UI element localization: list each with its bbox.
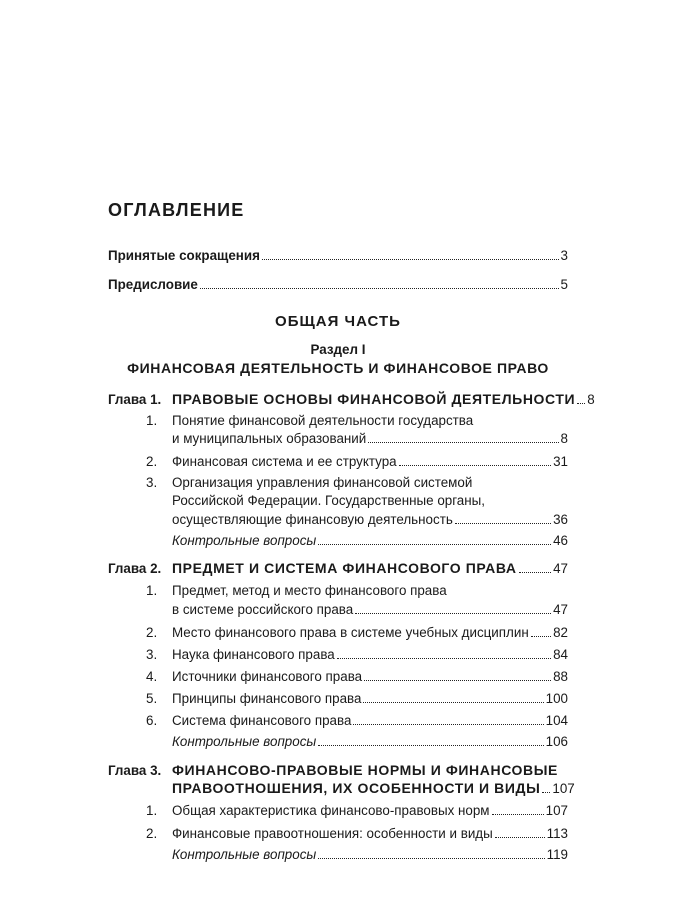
toc-chapter-1[interactable] bbox=[172, 390, 595, 409]
leader-dots bbox=[200, 288, 559, 289]
item-number: 1. bbox=[146, 583, 158, 598]
chapter-label: Глава 2. bbox=[108, 561, 162, 576]
item-title-line: Общая характеристика финансово-правовых норм bbox=[172, 803, 490, 818]
toc-item-2-2[interactable] bbox=[172, 624, 568, 642]
toc-entry-preface[interactable] bbox=[108, 276, 568, 294]
leader-dots bbox=[368, 442, 558, 443]
toc-item-2-3[interactable] bbox=[172, 646, 568, 664]
entry-page: 100 bbox=[545, 691, 568, 706]
section-title: ФИНАНСОВАЯ ДЕЯТЕЛЬНОСТЬ И ФИНАНСОВОЕ ПРАВО bbox=[127, 360, 549, 376]
item-number: 6. bbox=[146, 713, 158, 728]
leader-dots bbox=[363, 702, 543, 703]
toc-item-2-1[interactable] bbox=[172, 601, 568, 619]
toc-item-1-1[interactable] bbox=[172, 430, 568, 448]
leader-dots bbox=[262, 259, 559, 260]
item-title-line: Финансовая система и ее структура bbox=[172, 454, 397, 469]
item-number: 1. bbox=[146, 413, 158, 428]
leader-dots bbox=[318, 544, 551, 545]
chapter-label: Глава 1. bbox=[108, 392, 162, 407]
questions-label: Контрольные вопросы bbox=[172, 533, 317, 548]
toc-item-2-5[interactable] bbox=[172, 690, 568, 708]
part-title: ОБЩАЯ ЧАСТЬ bbox=[275, 313, 401, 330]
entry-title: Предисловие bbox=[108, 277, 198, 292]
item-title-line: Место финансового права в системе учебных дисциплин bbox=[172, 625, 529, 640]
entry-title: Принятые сокращения bbox=[108, 248, 260, 263]
toc-item-1-2[interactable] bbox=[172, 453, 568, 471]
entry-page: 8 bbox=[587, 392, 595, 407]
leader-dots bbox=[353, 724, 543, 725]
entry-page: 5 bbox=[560, 277, 568, 292]
toc-item-3-1[interactable] bbox=[172, 802, 568, 820]
section-label: Раздел I bbox=[310, 342, 366, 357]
item-title-line: Финансовые правоотношения: особенности и виды bbox=[172, 826, 493, 841]
item-title-line: Организация управления финансовой системой bbox=[172, 475, 473, 490]
leader-dots bbox=[318, 858, 544, 859]
entry-page: 106 bbox=[545, 734, 568, 749]
item-number: 2. bbox=[146, 454, 158, 469]
item-number: 2. bbox=[146, 625, 158, 640]
item-number: 4. bbox=[146, 669, 158, 684]
leader-dots bbox=[519, 572, 552, 573]
leader-dots bbox=[492, 814, 544, 815]
item-title-line: Предмет, метод и место финансового права bbox=[172, 583, 447, 598]
toc-questions-1[interactable] bbox=[172, 532, 568, 550]
leader-dots bbox=[364, 680, 551, 681]
toc-item-1-3[interactable] bbox=[172, 511, 568, 529]
questions-label: Контрольные вопросы bbox=[172, 847, 317, 862]
leader-dots bbox=[337, 658, 551, 659]
entry-page: 8 bbox=[560, 431, 568, 446]
leader-dots bbox=[318, 745, 543, 746]
item-number: 3. bbox=[146, 475, 158, 490]
toc-item-2-4[interactable] bbox=[172, 668, 568, 686]
entry-page: 84 bbox=[553, 647, 568, 662]
chapter-title-line: ФИНАНСОВО-ПРАВОВЫЕ НОРМЫ И ФИНАНСОВЫЕ bbox=[172, 762, 558, 778]
toc-chapter-3[interactable] bbox=[172, 779, 575, 798]
entry-page: 88 bbox=[553, 669, 568, 684]
toc-item-2-6[interactable] bbox=[172, 712, 568, 730]
entry-page: 46 bbox=[553, 533, 568, 548]
entry-page: 82 bbox=[553, 625, 568, 640]
entry-page: 119 bbox=[546, 847, 568, 862]
chapter-title: ПРАВОВЫЕ ОСНОВЫ ФИНАНСОВОЙ ДЕЯТЕЛЬНОСТИ bbox=[172, 391, 576, 407]
item-title-line: Понятие финансовой деятельности государства bbox=[172, 413, 474, 428]
chapter-label: Глава 3. bbox=[108, 763, 162, 778]
item-title-line: Наука финансового права bbox=[172, 647, 335, 662]
leader-dots bbox=[542, 792, 550, 793]
item-title-line: Принципы финансового права bbox=[172, 691, 362, 706]
entry-page: 36 bbox=[553, 512, 568, 527]
item-title-line: осуществляющие финансовую деятельность bbox=[172, 512, 453, 527]
entry-page: 31 bbox=[553, 454, 568, 469]
leader-dots bbox=[577, 403, 585, 404]
item-title-line: Российской Федерации. Государственные органы, bbox=[172, 493, 485, 508]
leader-dots bbox=[455, 523, 551, 524]
questions-label: Контрольные вопросы bbox=[172, 734, 317, 749]
entry-page: 107 bbox=[552, 781, 575, 796]
item-title-line: в системе российского права bbox=[172, 602, 354, 617]
toc-chapter-2[interactable] bbox=[172, 559, 568, 578]
leader-dots bbox=[355, 613, 551, 614]
leader-dots bbox=[399, 465, 551, 466]
entry-page: 47 bbox=[553, 602, 568, 617]
entry-page: 3 bbox=[560, 248, 568, 263]
item-number: 2. bbox=[146, 826, 158, 841]
item-number: 5. bbox=[146, 691, 158, 706]
chapter-title-line: ПРАВООТНОШЕНИЯ, ИХ ОСОБЕННОСТИ И ВИДЫ bbox=[172, 780, 541, 796]
item-title-line: Источники финансового права bbox=[172, 669, 363, 684]
toc-item-3-2[interactable] bbox=[172, 825, 568, 843]
toc-entry-abbreviations[interactable] bbox=[108, 247, 568, 265]
entry-page: 107 bbox=[545, 803, 568, 818]
item-number: 1. bbox=[146, 803, 158, 818]
item-title-line: Система финансового права bbox=[172, 713, 352, 728]
entry-page: 113 bbox=[546, 826, 568, 841]
entry-page: 47 bbox=[553, 561, 568, 576]
entry-page: 104 bbox=[545, 713, 568, 728]
item-title-line: и муниципальных образований bbox=[172, 431, 367, 446]
toc-heading: ОГЛАВЛЕНИЕ bbox=[108, 200, 245, 220]
toc-questions-3[interactable] bbox=[172, 846, 568, 864]
toc-questions-2[interactable] bbox=[172, 733, 568, 751]
leader-dots bbox=[495, 837, 545, 838]
leader-dots bbox=[531, 636, 551, 637]
chapter-title: ПРЕДМЕТ И СИСТЕМА ФИНАНСОВОГО ПРАВА bbox=[172, 560, 517, 576]
item-number: 3. bbox=[146, 647, 158, 662]
